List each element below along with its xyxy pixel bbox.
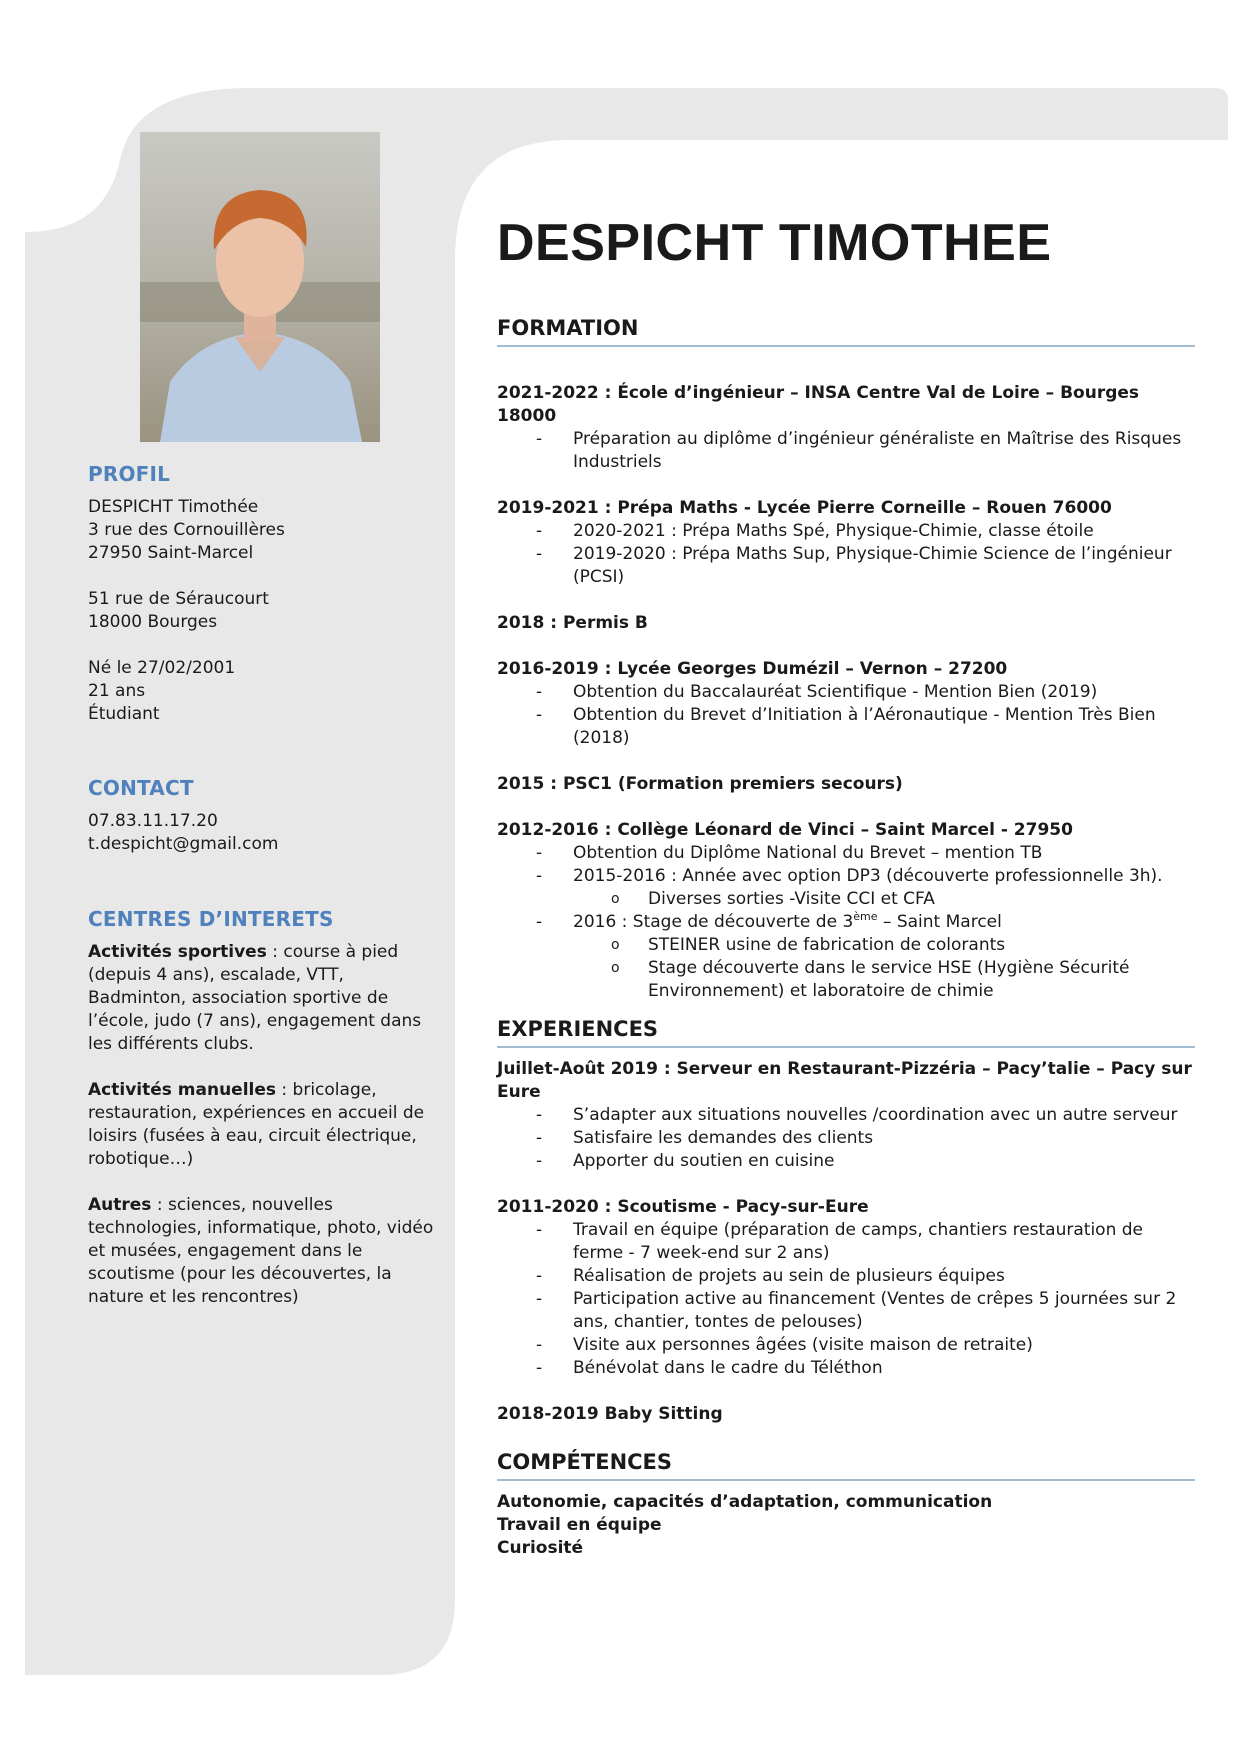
email-address: t.despicht@gmail.com [88,834,279,854]
entry-list [497,520,1195,589]
interest-label: Activités manuelles [88,1080,277,1100]
entry-heading: 2018 : Permis B [497,613,648,633]
sub-list-item [497,888,1195,911]
list-item [497,704,1195,750]
entry-heading: 2011-2020 : Scoutisme - Pacy-sur-Eure [497,1197,869,1217]
skill-item: Travail en équipe [497,1515,662,1535]
candidate-name: DESPICHT TIMOTHEE [497,214,1052,272]
list-item-text: S’adapter aux situations nouvelles /coordination avec un autre serveur [573,1105,1178,1125]
skill-item: Autonomie, capacités d’adaptation, communication [497,1492,993,1512]
list-item [497,1104,1195,1127]
address-line: 18000 Bourges [88,612,218,632]
list-item-text: Obtention du Baccalauréat Scientifique - Mention Bien (2019) [573,682,1098,702]
circle-bullet: o [611,891,620,907]
list-item-text: 2015-2016 : Année avec option DP3 (découverte professionnelle 3h). [573,866,1163,886]
competences-heading: COMPÉTENCES [497,1448,1195,1481]
list-item [497,681,1195,704]
dash-bullet: - [536,544,543,564]
superscript: ème [853,910,878,923]
status: Étudiant [88,704,160,724]
circle-bullet: o [611,937,620,953]
list-item-text: Satisfaire les demandes des clients [573,1128,874,1148]
dash-bullet: - [536,521,543,541]
dash-bullet: - [536,1105,543,1125]
dash-bullet: - [536,866,543,886]
list-item [497,1288,1195,1334]
list-item [497,1334,1195,1357]
entry-heading: 2016-2019 : Lycée Georges Dumézil – Vernon – 27200 [497,659,1008,679]
list-item [497,1265,1195,1288]
list-item-text: STEINER usine de fabrication de colorants [648,935,1006,955]
list-item-text: Obtention du Brevet d’Initiation à l’Aéronautique - Mention Très Bien (2018) [573,705,1156,748]
dash-bullet: - [536,705,543,725]
list-item-text: Bénévolat dans le cadre du Téléthon [573,1358,883,1378]
sidebar [88,460,446,1309]
list-item-text: 2016 : Stage de découverte de 3 [573,912,854,932]
skill-item: Curiosité [497,1538,584,1558]
dash-bullet: - [536,429,543,449]
dash-bullet: - [536,1220,543,1240]
list-item-text: Réalisation de projets au sein de plusieurs équipes [573,1266,1005,1286]
age: 21 ans [88,681,146,701]
address-line: 27950 Saint-Marcel [88,543,254,563]
interest-text: : bricolage, restauration, expériences en accueil de loisirs (fusées à eau, circuit électrique, robotique…) [88,1080,425,1169]
dash-bullet: - [536,1335,543,1355]
list-item [497,911,1195,934]
entry-heading: 2018-2019 Baby Sitting [497,1404,723,1424]
contact-heading: CONTACT [88,776,194,800]
profile-photo [140,132,380,442]
list-item [497,428,1195,474]
entry-heading: 2015 : PSC1 (Formation premiers secours) [497,774,903,794]
entry-list [497,1219,1195,1380]
main-content [497,208,1195,1560]
profil-name: DESPICHT Timothée [88,497,259,517]
circle-bullet: o [611,960,620,976]
interest-manual [88,1079,446,1171]
interest-text: : sciences, nouvelles technologies, informatique, photo, vidéo et musées, engagement dans le scoutisme (pour les découvertes, la nature et les rencontres) [88,1195,434,1307]
entry-heading: 2012-2016 : Collège Léonard de Vinci – Saint Marcel - 27950 [497,820,1073,840]
entry-list [497,1104,1195,1173]
birth-date: Né le 27/02/2001 [88,658,236,678]
sub-list [497,888,1195,911]
list-item-text: Stage découverte dans le service HSE (Hygiène Sécurité Environnement) et laboratoire de chimie [648,958,1130,1001]
address-line: 51 rue de Séraucourt [88,589,269,609]
list-item-text: Participation active au financement (Ventes de crêpes 5 journées sur 2 ans, chantier, tontes de pelouses) [573,1289,1177,1332]
list-item [497,543,1195,589]
phone-number: 07.83.11.17.20 [88,811,218,831]
dash-bullet: - [536,912,543,932]
address-line: 3 rue des Cornouillères [88,520,285,540]
formation-heading: FORMATION [497,314,1195,347]
dash-bullet: - [536,1128,543,1148]
dash-bullet: - [536,1151,543,1171]
interest-other [88,1194,446,1309]
list-item-text: Préparation au diplôme d’ingénieur généraliste en Maîtrise des Risques Industriels [573,429,1182,472]
list-item [497,842,1195,865]
list-item [497,1150,1195,1173]
entry-heading: 2019-2021 : Prépa Maths - Lycée Pierre Corneille – Rouen 76000 [497,498,1112,518]
entry-list [497,842,1195,888]
dash-bullet: - [536,1289,543,1309]
list-item [497,1127,1195,1150]
list-item-text: Travail en équipe (préparation de camps, chantiers restauration de ferme - 7 week-end sur 2 ans) [573,1220,1143,1263]
experiences-heading: EXPERIENCES [497,1015,1195,1048]
dash-bullet: - [536,1358,543,1378]
sub-list [497,934,1195,1003]
list-item-text: 2019-2020 : Prépa Maths Sup, Physique-Chimie Science de l’ingénieur (PCSI) [573,544,1172,587]
interest-label: Activités sportives [88,942,267,962]
interest-label: Autres [88,1195,152,1215]
profil-heading: PROFIL [88,462,171,486]
list-item-text: 2020-2021 : Prépa Maths Spé, Physique-Chimie, classe étoile [573,521,1094,541]
sub-list-item [497,934,1195,957]
list-item-text: Obtention du Diplôme National du Brevet – mention TB [573,843,1043,863]
list-item [497,1357,1195,1380]
list-item [497,865,1195,888]
entry-heading: Juillet-Août 2019 : Serveur en Restaurant-Pizzéria – Pacy’talie – Pacy sur Eure [497,1059,1192,1102]
entry-heading: 2021-2022 : École d’ingénieur – INSA Centre Val de Loire – Bourges 18000 [497,383,1140,426]
dash-bullet: - [536,682,543,702]
list-item [497,1219,1195,1265]
list-item-text: Apporter du soutien en cuisine [573,1151,835,1171]
interests-heading: CENTRES D’INTERETS [88,907,334,931]
interest-sport [88,941,446,1056]
list-item-text: Diverses sorties -Visite CCI et CFA [648,889,935,909]
entry-list [497,681,1195,750]
dash-bullet: - [536,843,543,863]
entry-list [497,428,1195,474]
list-item [497,520,1195,543]
entry-list [497,911,1195,934]
interest-text: : course à pied (depuis 4 ans), escalade, VTT, Badminton, association sportive de l’école, judo (7 ans), engagement dans les différents clubs. [88,942,422,1054]
list-item-text: Visite aux personnes âgées (visite maison de retraite) [573,1335,1033,1355]
sub-list-item [497,957,1195,1003]
list-item-text: – Saint Marcel [877,912,1002,932]
dash-bullet: - [536,1266,543,1286]
